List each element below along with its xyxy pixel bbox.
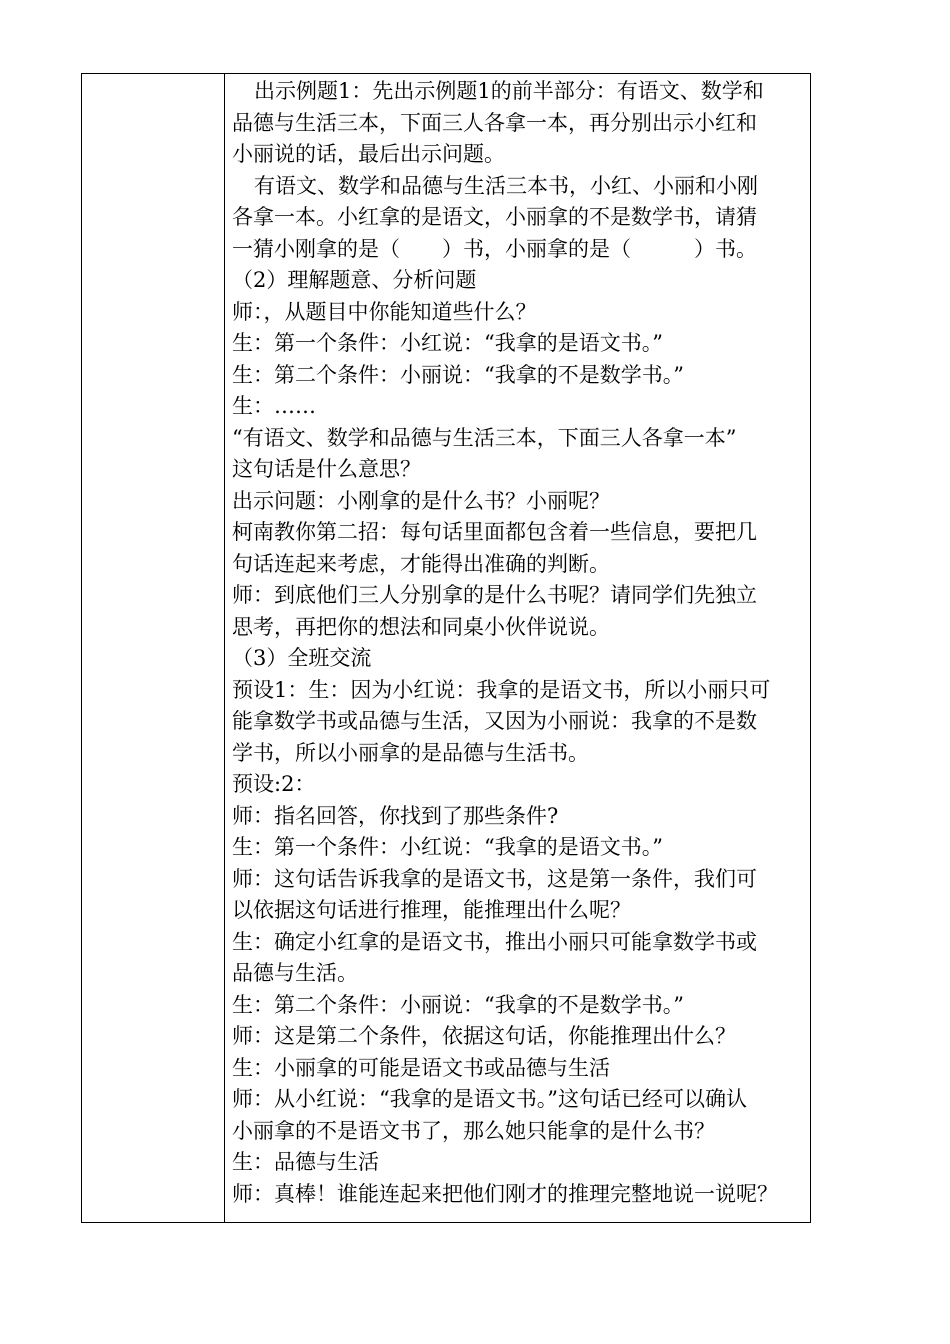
text-line: 以依据这句话进行推理，能推理出什么呢？ (232, 898, 631, 922)
text-line: 生：第一个条件：小红说：“我拿的是语文书。” (232, 331, 663, 355)
text-line: 师：指名回答，你找到了那些条件? (232, 803, 559, 828)
text-line: 句话连起来考虑，才能得出准确的判断。 (232, 551, 610, 576)
text-line: 师：到底他们三人分别拿的是什么书呢？请同学们先独立 (232, 583, 757, 607)
text-line: 小丽拿的不是语文书了，那么她只能拿的是什么书？ (232, 1118, 715, 1143)
text-line: 师：从小红说：“我拿的是语文书。”这句话已经可以确认 (232, 1087, 747, 1111)
text-line: 各拿一本。小红拿的是语文，小丽拿的不是数学书，请猜 (232, 205, 757, 229)
text-line: 生：第二个条件：小丽说：“我拿的不是数学书。” (232, 992, 684, 1017)
text-line: 有语文、数学和品德与生活三本书，小红、小丽和小刚 (254, 173, 758, 198)
text-line: 学书，所以小丽拿的是品德与生活书。 (232, 740, 589, 765)
text-line: 师：这句话告诉我拿的是语文书，这是第一条件，我们可 (232, 866, 757, 891)
text-line: 品德与生活。 (232, 961, 358, 985)
text-line: 生：第二个条件：小丽说：“我拿的不是数学书。” (232, 362, 684, 387)
lesson-content-cell (232, 76, 810, 1210)
text-line: 预设:2： (232, 772, 316, 796)
text-line: 小丽说的话，最后出示问题。 (232, 142, 505, 166)
text-line: 预设1：生：因为小红说：我拿的是语文书，所以小丽只可 (232, 677, 771, 702)
text-line: “有语文、数学和品德与生活三本，下面三人各拿一本” (232, 425, 737, 450)
text-line: 生：确定小红拿的是语文书，推出小丽只可能拿数学书或 (232, 929, 757, 954)
text-line: 生：品德与生活 (232, 1150, 379, 1174)
text-line: 柯南教你第二招：每句话里面都包含着一些信息，要把几 (232, 520, 757, 544)
text-line: 生：小丽拿的可能是语文书或品德与生活 (232, 1055, 610, 1080)
text-line: 品德与生活三本，下面三人各拿一本，再分别出示小红和 (232, 110, 757, 135)
text-line: 出示问题：小刚拿的是什么书？小丽呢？ (232, 488, 610, 513)
text-line: 出示例题1：先出示例题1的前半部分：有语文、数学和 (254, 79, 764, 103)
text-line: 这句话是什么意思？ (232, 457, 421, 481)
text-line: 能拿数学书或品德与生活，又因为小丽说：我拿的不是数 (232, 709, 757, 733)
lesson-table (81, 73, 811, 1223)
column-divider (224, 74, 225, 1222)
text-line: 生：…… (232, 394, 316, 418)
left-column-cell (82, 74, 224, 1222)
text-line: 思考，再把你的想法和同桌小伙伴说说。 (232, 614, 610, 639)
text-line: 师：真棒！谁能连起来把他们刚才的推理完整地说一说呢？ (232, 1181, 778, 1206)
text-line: 一猜小刚拿的是（ ）书，小丽拿的是（ ）书。 (232, 236, 757, 261)
text-line: 生：第一个条件：小红说：“我拿的是语文书。” (232, 835, 663, 859)
section-heading: （3）全班交流 (232, 646, 372, 670)
text-line: 师：这是第二个条件，依据这句话，你能推理出什么？ (232, 1024, 736, 1048)
section-heading: （2）理解题意、分析问题 (232, 268, 477, 292)
text-line: 师：，从题目中你能知道些什么？ (232, 299, 537, 324)
